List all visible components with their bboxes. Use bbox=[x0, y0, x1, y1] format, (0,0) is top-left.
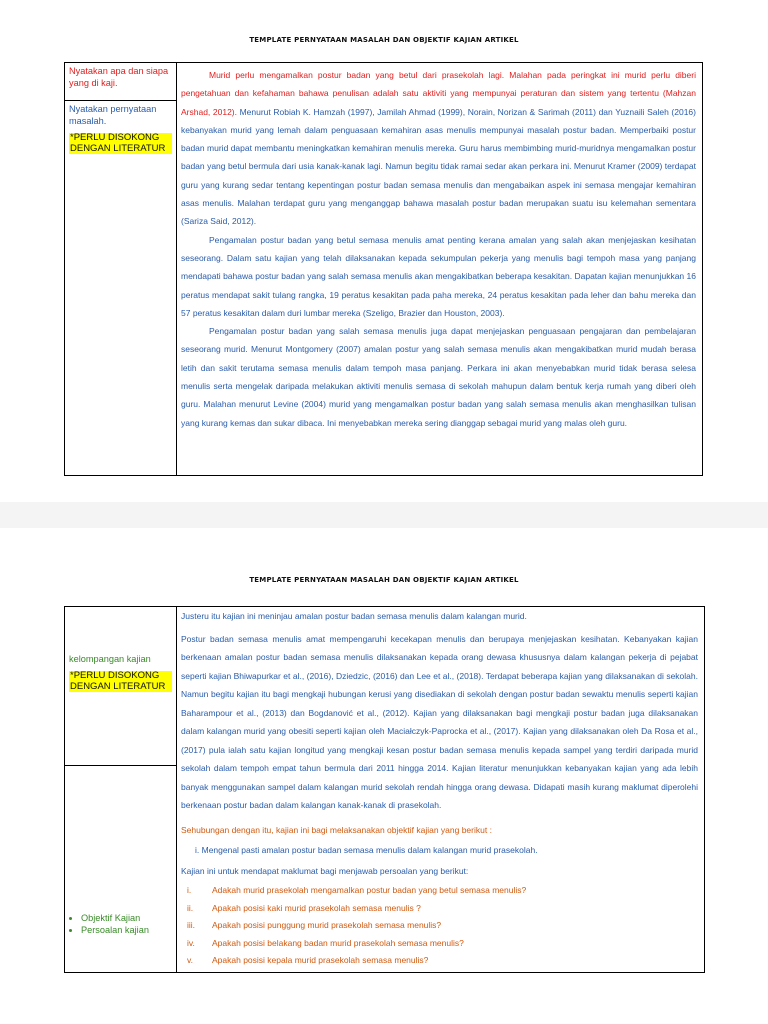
problem-statement-table bbox=[64, 62, 703, 476]
label-what-who: Nyatakan apa dan siapa yang di kaji. bbox=[69, 66, 169, 88]
question-item: v. Apakah posisi kepala murid prasekolah semasa menulis? bbox=[187, 955, 429, 965]
bullet-questions: • Persoalan kajian bbox=[81, 924, 172, 936]
support-note-2: *PERLU DISOKONG DENGAN LITERATUR bbox=[69, 671, 172, 692]
bullet-objective: • Objektif Kajian bbox=[81, 912, 172, 924]
left-cell-problem bbox=[65, 101, 177, 476]
para1-blue: Menurut Robiah K. Hamzah (1997), Jamilah Ahmad (1999), Norain, Norizan & Sarimah (2011) dan Yuznaili Saleh (2016) kebanyakan murid yang lemah dalam penguasaan kemahiran asas menulis mempunyai masalah postur badan. Memperbaiki postur badan murid dapat membantu meningkatkan kemahiran menulis mereka. Guru harus membimbing murid-muridnya mengamalkan postur badan yang betul bermula dari usia kanak-kanak lagi. Namun begitu tidak ramai sedar akan perkara ini. Menurut Kramer (2009) terdapat guru yang kurang sedar tentang kepentingan postur badan semasa menulis dan mengabaikan aspek ini semasa mengajar kemahiran asas menulis. Malahan terdapat guru yang menganggap bahawa masalah postur badan merupakan suatu isu kelemahan sementara (Sariza Said, 2012). bbox=[181, 106, 696, 227]
objectives-table bbox=[64, 606, 705, 973]
page-2 bbox=[0, 528, 768, 1024]
gap-paragraph: Postur badan semasa menulis amat mempengaruhi kecekapan menulis dan berupaya menjejaskan kesihatan. Kebanyakan kajian berkenaan amalan postur badan semasa menulis dilaksanakan kepada orang dewasa khususnya dalam kalangan pekerja di pejabat seperti kajian Bhiwapurkar et al., (2016), Dziedzic, (2016) dan Lee et al., (2018). Terdapat beberapa kajian yang dilaksanakan di sekolah. Namun begitu kajian itu bagi mengkaji hubungan kerusi yang disediakan di sekolah dengan postur badan sewaktu menulis seperti kajian Baharampour et al., (2013) dan Bogdanović et al., (2012). Kajian yang dilaksanakan bagi mengkaji postur badan juga dilaksanakan dalam kalangan murid yang obesiti seperti kajian oleh Maciałczyk-Paprocka et al., (2017). Kajian yang dilaksanakan oleh Da Rosa et al., (2017) pula ialah satu kajian longitud yang mengkaji kesan postur badan semasa menulis kepada sampel yang terdiri daripada murid sekolah dalam tempoh empat tahun bermula dari 2011 hingga 2014. Kajian literatur menunjukkan kebanyakan kajian yang ada lebih banyak menggunakan sampel dalam kalangan murid sekolah rendah hingga orang dewasa. Didapati masih kurang maklumat diperolehi berkenaan postur badan dalam kalangan kanak-kanak di prasekolah. bbox=[181, 633, 698, 810]
left-cell-gap bbox=[65, 607, 177, 766]
question-item: iv. Apakah posisi belakang badan murid prasekolah semasa menulis? bbox=[187, 937, 464, 948]
question-lead: Kajian ini untuk mendapat maklumat bagi menjawab persoalan yang berikut: bbox=[181, 865, 469, 876]
intro-line: Justeru itu kajian ini meninjau amalan postur badan semasa menulis dalam kalangan murid. bbox=[181, 611, 527, 621]
label-gap: kelompangan kajian bbox=[69, 654, 151, 664]
page-2-title: TEMPLATE PERNYATAAN MASALAH DAN OBJEKTIF KAJIAN ARTIKEL bbox=[249, 576, 519, 584]
problem-statement-text bbox=[177, 63, 703, 476]
questions-list bbox=[181, 882, 698, 970]
para3: Pengamalan postur badan yang salah semasa menulis juga dapat menjejaskan penguasaan pengajaran dan pembelajaran seseorang murid. Menurut Montgomery (2007) amalan postur yang salah semasa menulis akan mengakibatkan murid mudah berasa letih dan sakit terutama semasa menulis dalam tempoh masa panjang. Perkara ini akan menyebabkan murid tidak berasa selesa menulis serta mengelak daripada melakukan aktiviti menulis semasa di sekolah mahupun dalam bentuk kerja rumah yang diberi oleh guru. Malahan menurut Levine (2004) murid yang mengamalkan postur badan yang salah semasa menulis akan menghasilkan tulisan yang kurang kemas dan sukar dibaca. Ini menyebabkan mereka sering dianggap sebagai murid yang malas oleh guru. bbox=[181, 326, 696, 428]
question-item: ii. Apakah posisi kaki murid prasekolah semasa menulis ? bbox=[187, 902, 421, 913]
left-cell-what-who bbox=[65, 63, 177, 101]
label-problem: Nyatakan pernyataan masalah. bbox=[69, 104, 157, 126]
question-item: i. Adakah murid prasekolah mengamalkan postur badan yang betul semasa menulis? bbox=[187, 885, 527, 895]
page-1 bbox=[0, 0, 768, 502]
para1-red: Murid perlu mengamalkan postur badan yang betul dari prasekolah lagi. Malahan pada peringkat ini murid perlu diberi pengetahuan dan kefahaman bahawa penulisan adalah satu aktiviti yang mempunyai peraturan dan sistem yang tertentu (Mahzan Arshad, 2012). bbox=[181, 70, 696, 117]
objective-item: i. Mengenal pasti amalan postur badan semasa menulis dalam kalangan murid prasekolah. bbox=[195, 845, 538, 855]
objective-lead: Sehubungan dengan itu, kajian ini bagi melaksanakan objektif kajian yang berikut : bbox=[181, 824, 492, 835]
objectives-text bbox=[177, 607, 705, 973]
objective-bullets bbox=[69, 912, 172, 936]
left-cell-objectives bbox=[65, 766, 177, 973]
para2: Pengamalan postur badan yang betul semasa menulis amat penting kerana amalan yang salah akan menjejaskan kesihatan seseorang. Dalam satu kajian yang telah dilaksanakan kepada sekumpulan pekerja yang menulis bagi tempoh masa yang panjang mendapati bahawa postur badan yang salah semasa menulis akan mengakibatkan beberapa kesakitan. Dapatan kajian menunjukkan 16 peratus mendapat sakit tulang rangka, 19 peratus kesakitan pada paha mereka, 24 peratus kesakitan pada leher dan bahu mereka dan 57 peratus kesakitan dalam duri lumbar mereka (Szeligo, Brazier dan Houston, 2003). bbox=[181, 234, 696, 318]
support-note-1: *PERLU DISOKONG DENGAN LITERATUR bbox=[69, 133, 172, 154]
page-1-title: TEMPLATE PERNYATAAN MASALAH DAN OBJEKTIF KAJIAN ARTIKEL bbox=[249, 36, 519, 44]
question-item: iii. Apakah posisi punggung murid prasekolah semasa menulis? bbox=[187, 920, 442, 930]
